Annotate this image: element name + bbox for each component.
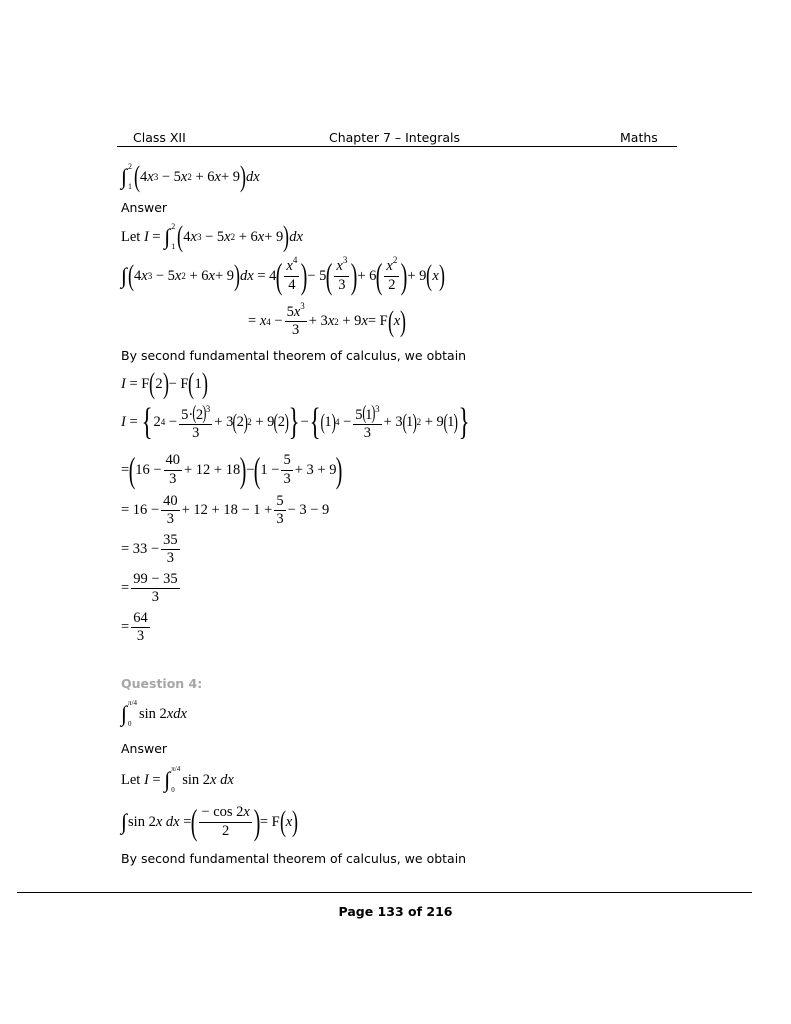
answer-label-1: Answer [121, 200, 168, 215]
footer-rule [17, 892, 752, 893]
antiderivative-line-2: = x 4 − $\frac{5x^3}{3}$ + 3 x 2 + 9 x = F ( x ) [248, 301, 407, 339]
step-simplify-1: = ( 16 − $\frac{40}{3}$ + 12 + 18 ) − ( 1 − $\frac{5}{3}$ + 3 + 9 ) [121, 450, 343, 490]
theorem-text-2: By second fundamental theorem of calculus, we obtain [121, 851, 467, 866]
header-rule [117, 146, 677, 147]
antiderivative-line-1: ∫ ( 4 x 3 − 5 x 2 + 6 x + 9 ) dx = 4 ( $\frac{x^4}{4}$ ) − 5 ( $\frac{x^3}{3}$ ) + 6 ( $\frac{x^2}{2}$ ) + 9 ( x ) [121, 255, 445, 296]
step-result: = $\frac{64}{3}$ [121, 610, 148, 645]
header-class: Class XII [133, 130, 186, 145]
i-substitution: I = { 2 4 − $\frac{5\cdot(2)^3}{3}$ + 3 ( 2 ) 2 + 9 ( 2 ) } − { ( 1 ) 4 − $\frac{5(1)^3}{3}$ + 3 ( 1 ) 2 + 9 ( 1 ) } [121, 401, 470, 444]
step-simplify-2: = 16 − $\frac{40}{3}$ + 12 + 18 − 1 + $\frac{5}{3}$ − 3 − 9 [121, 493, 330, 528]
question-4-label: Question 4: [121, 676, 203, 691]
step-simplify-3: = 33 − $\frac{35}{3}$ [121, 532, 178, 567]
let-i-sin-equation: Let I = ∫ π/4 0 sin 2 x dx [121, 765, 234, 794]
theorem-text-1: By second fundamental theorem of calculus, we obtain [121, 348, 467, 363]
page-number: Page 133 of 216 [338, 904, 453, 919]
question-3-integral: ∫ 2 1 ( 4 x 3 − 5 x 2 + 6 x + 9 ) dx [121, 160, 260, 193]
header-subject: Maths [620, 130, 658, 145]
let-i-equation: Let I = ∫ 2 1 ( 4 x 3 − 5 x 2 + 6 x + 9 ) dx [121, 220, 303, 253]
answer-label-2: Answer [121, 741, 168, 756]
sin-antiderivative: ∫ sin 2 x dx = ( $\frac{- \cos 2x}{2}$ ) = F ( x ) [121, 802, 299, 842]
question-4-integral: ∫ π/4 0 sin 2 xdx [121, 699, 187, 728]
i-f2-minus-f1: I = F ( 2 ) − F ( 1 ) [121, 367, 208, 400]
step-simplify-4: = $\frac{99 - 35}{3}$ [121, 571, 178, 606]
header-chapter: Chapter 7 – Integrals [329, 130, 461, 145]
